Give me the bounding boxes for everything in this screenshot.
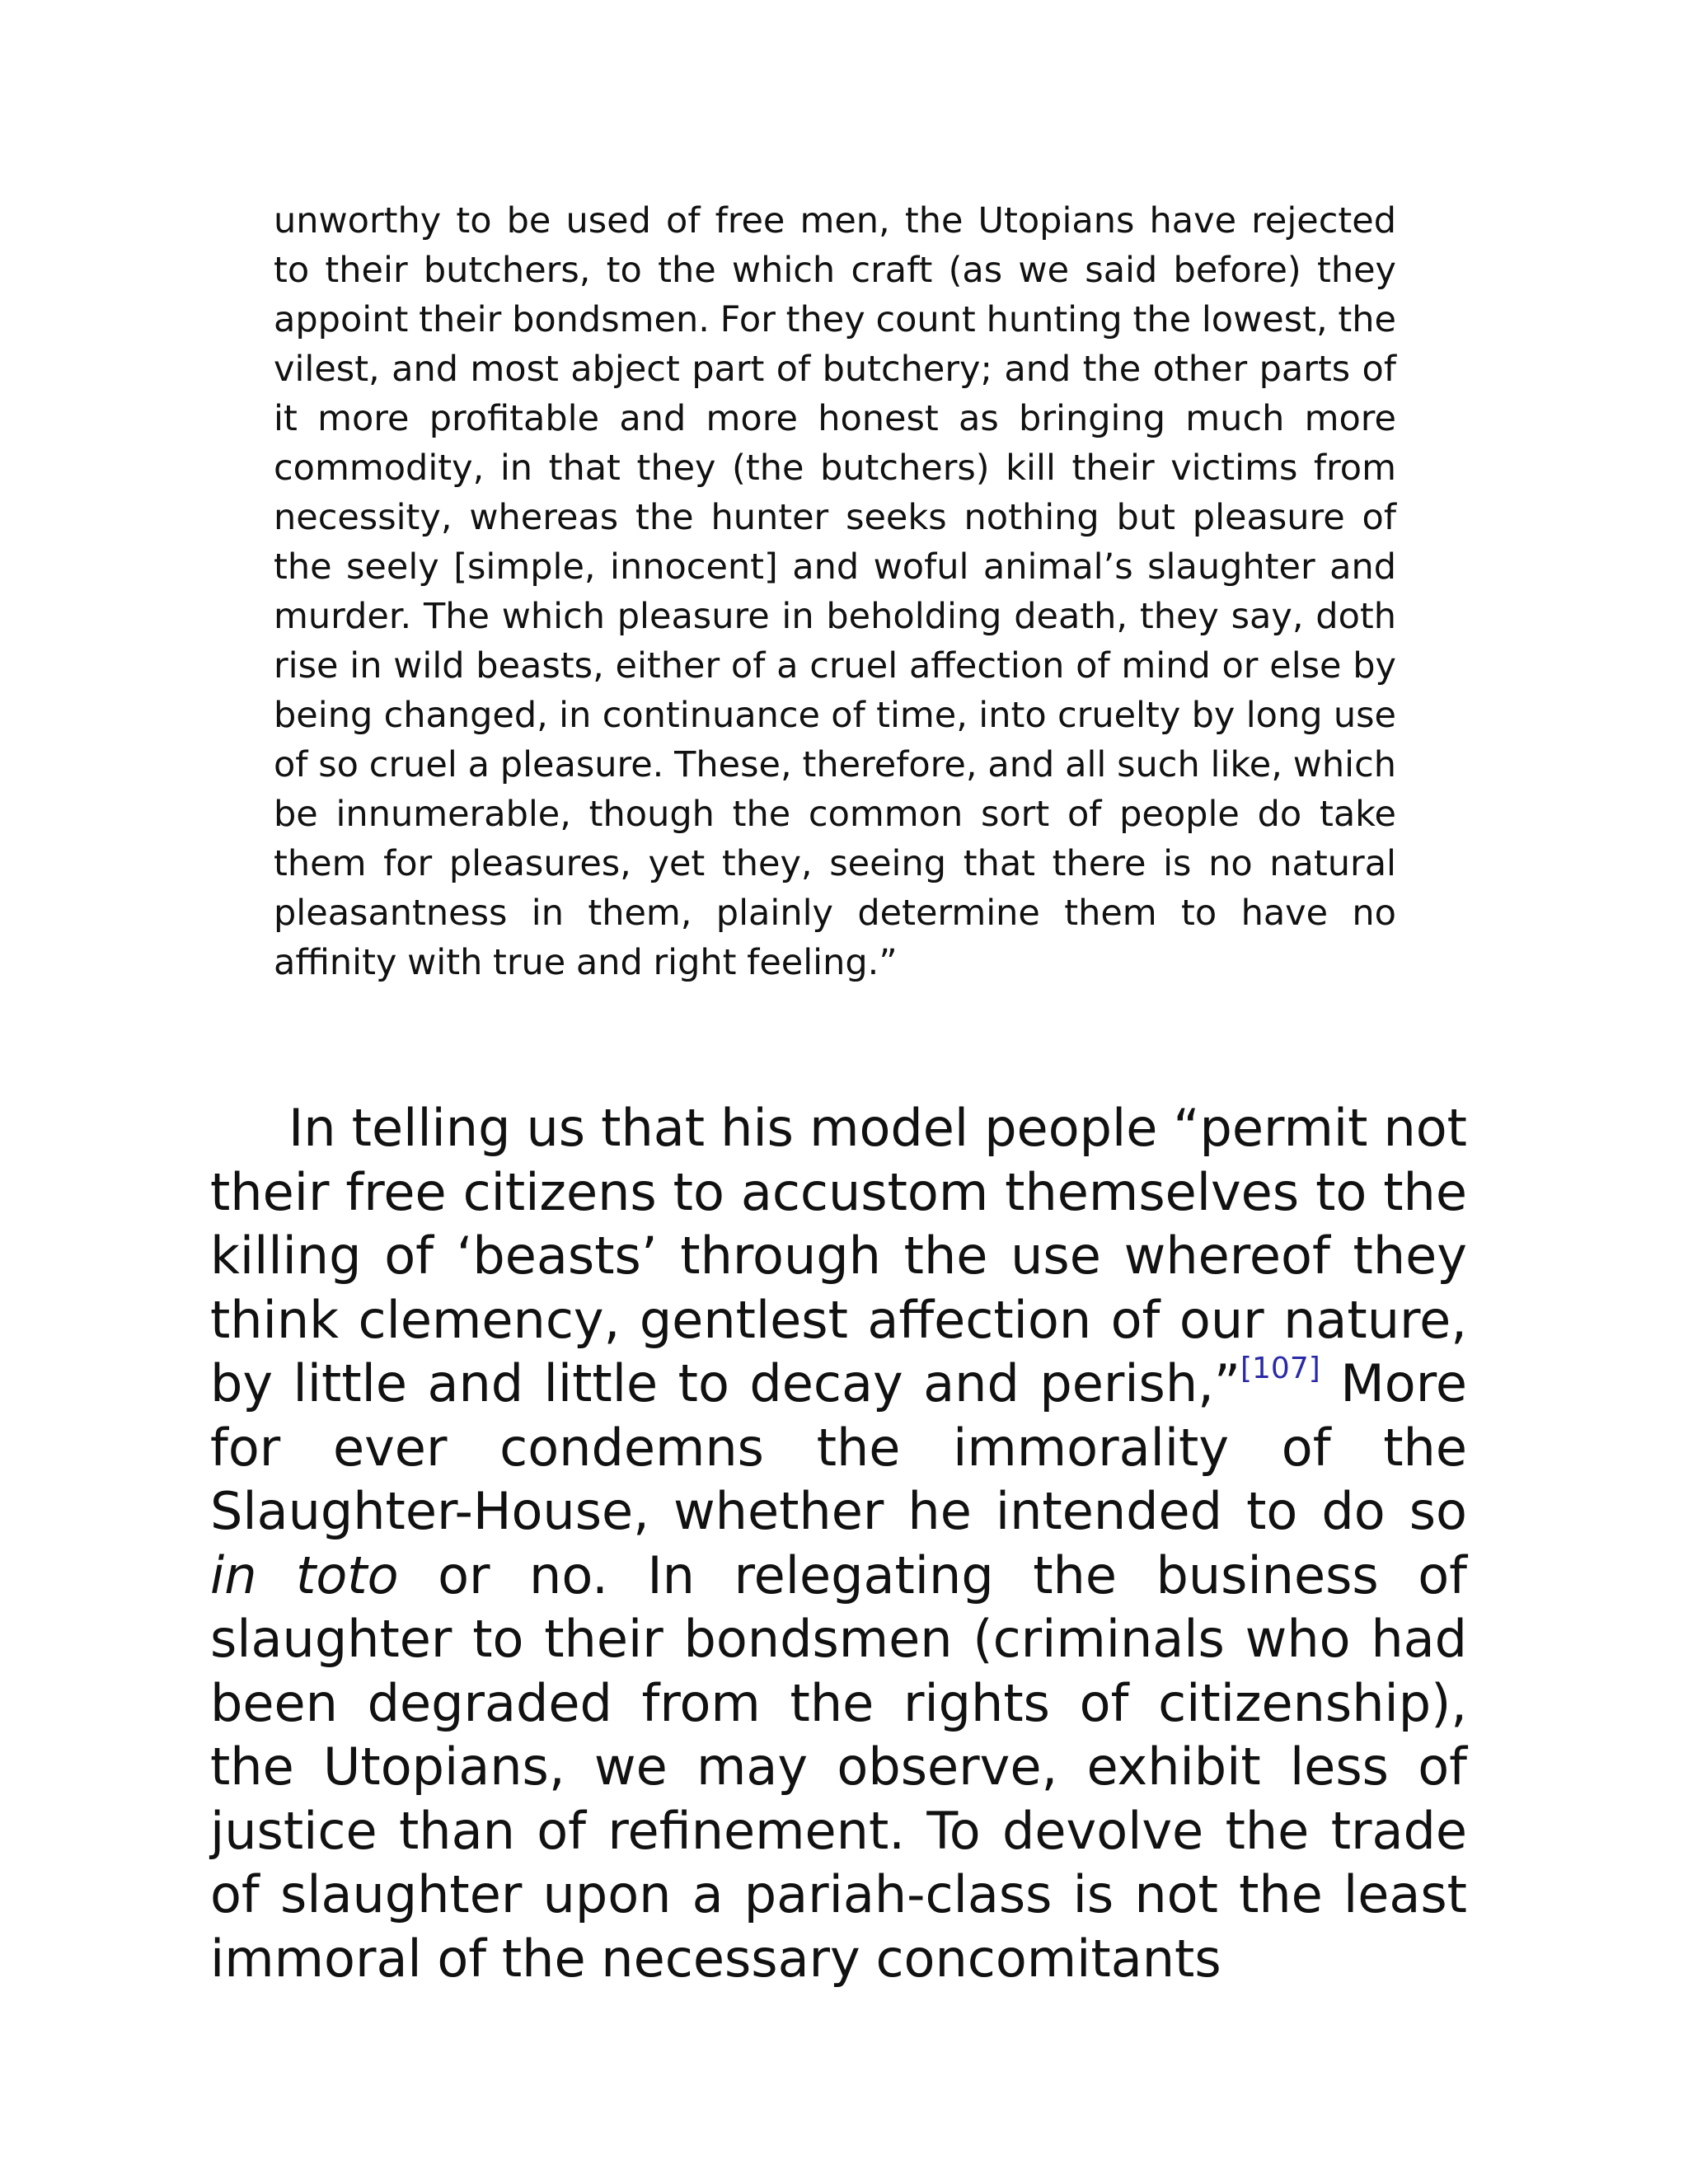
footnote-link-107[interactable]: [107] [1240,1352,1320,1385]
body-paragraph [210,1096,1467,1990]
italic-phrase: in toto [210,1544,399,1605]
paragraph-text-part1: In telling us that his model people “permit not their free citizens to accustom themselves to the killing of ‘beasts’ through the use whereof they think clemency, gentlest affection of our nature, by little and little to decay and perish,” [210,1098,1467,1413]
paragraph-text-part3: or no. In relegating the business of slaughter to their bondsmen (criminals who had been degraded from the rights of citizenship), the Utopians, we may observe, exhibit less of justice than of refinement. To devolve the trade of slaughter upon a pariah-class is not the least immoral of the necessary concomitants [210,1544,1467,1989]
paragraph-text-part2: More for ever condemns the immorality of the Slaughter-House, whether he intended to do so [210,1353,1468,1541]
block-quote [274,196,1396,987]
quote-text: unworthy to be used of free men, the Utopians have rejected to their butchers, to the which craft (as we said before) they appoint their bondsmen. For they count hunting the lowest, the vilest, and most abject part of butchery; and the other parts of it more profitable and more honest as bringing much more commodity, in that they (the butchers) kill their victims from necessity, whereas the hunter seeks nothing but pleasure of the seely [simple, innocent] and woful animal’s slaughter and murder. The which pleasure in beholding death, they say, doth rise in wild beasts, either of a cruel affection of mind or else by being changed, in continuance of time, into cruelty by long use of so cruel a pleasure. These, therefore, and all such like, which be innumerable, though the common sort of people do take them for pleasures, yet they, seeing that there is no natural pleasantness in them, plainly determine them to have no affinity with true and right feeling.” [274,200,1396,983]
